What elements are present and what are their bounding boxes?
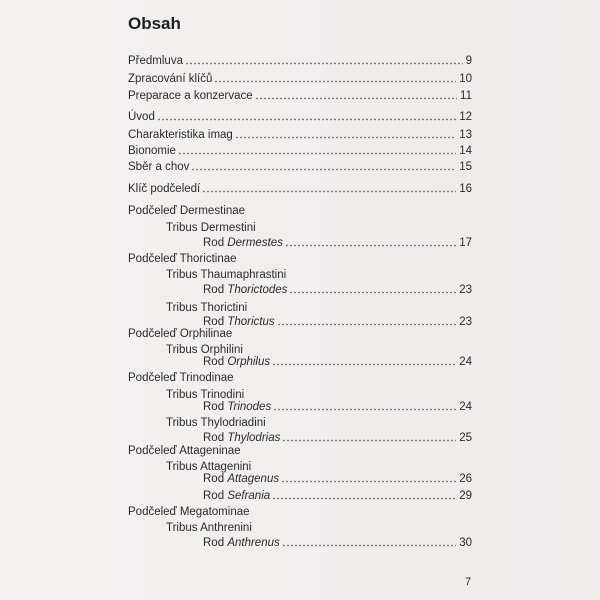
toc-entry-genus: Thorictus — [227, 316, 275, 328]
toc-entry-genus: Orphilus — [227, 356, 271, 368]
toc-entry — [128, 87, 472, 103]
dot-leader — [214, 80, 456, 83]
toc-entry — [166, 519, 472, 535]
toc-entry-label: Rod Orphilus — [203, 356, 271, 368]
toc-entry — [166, 414, 472, 430]
toc-entry-page: 29 — [459, 490, 472, 502]
toc-entry — [128, 503, 472, 519]
toc-entry — [128, 108, 472, 124]
toc-entry-label: Tribus Thaumaphrastini — [166, 269, 287, 281]
toc-entry — [203, 470, 472, 486]
toc-entry-page: 12 — [459, 111, 472, 123]
toc-entry — [128, 52, 472, 68]
toc-entry-label: Rod Trinodes — [203, 401, 272, 413]
toc-entry-label: Bionomie — [128, 145, 176, 157]
toc-entry — [128, 70, 472, 86]
dot-leader — [178, 152, 456, 155]
toc-entry-label: Předmluva — [128, 55, 183, 67]
toc-entry-label: Tribus Orphilini — [166, 344, 243, 356]
toc-entry-page: 13 — [459, 129, 472, 141]
toc-entry-label: Podčeleď Orphilinae — [128, 328, 233, 340]
toc-entry-page: 23 — [459, 316, 472, 328]
toc-entry-label: Tribus Thylodriadini — [166, 417, 266, 429]
dot-leader — [289, 291, 456, 294]
toc-entry — [128, 369, 472, 385]
dot-leader — [272, 497, 456, 500]
toc-entry-genus: Dermestes — [227, 237, 283, 249]
dot-leader — [255, 97, 457, 100]
toc-entry-label: Sběr a chov — [128, 161, 190, 173]
toc-entry-label: Podčeleď Dermestinae — [128, 205, 246, 217]
dot-leader — [157, 118, 456, 121]
toc-entry-genus: Thylodrias — [227, 432, 281, 444]
toc-entry-page: 16 — [459, 183, 472, 195]
toc-entry — [203, 398, 472, 414]
toc-entry-label: Podčeleď Attageninae — [128, 445, 241, 457]
toc-entry — [128, 442, 472, 458]
toc-entry-page: 24 — [459, 401, 472, 413]
toc-entry-page: 24 — [459, 356, 472, 368]
toc-entry-label: Tribus Dermestini — [166, 222, 256, 234]
toc-entry-label: Podčeleď Megatominae — [128, 506, 250, 518]
toc-entry-label: Klíč podčeledí — [128, 183, 201, 195]
dot-leader — [285, 244, 456, 247]
dot-leader — [281, 480, 456, 483]
toc-entry — [128, 325, 472, 341]
toc-entry — [203, 281, 472, 297]
toc-entry-page: 26 — [459, 473, 472, 485]
toc-entry-page: 9 — [465, 55, 472, 67]
toc-entry-page: 25 — [459, 432, 472, 444]
toc-entry-page: 15 — [459, 161, 472, 173]
toc-entry-label: Úvod — [128, 111, 155, 123]
dot-leader — [272, 363, 456, 366]
toc-entry-label: Tribus Thorictini — [166, 302, 248, 314]
toc-entry — [166, 266, 472, 282]
toc-entry-page: 17 — [459, 237, 472, 249]
toc-entry-label: Tribus Anthrenini — [166, 522, 252, 534]
toc-entry-page: 30 — [459, 537, 472, 549]
page-title: Obsah — [128, 14, 181, 33]
toc-entry-page: 11 — [460, 90, 472, 102]
toc-entry — [203, 534, 472, 550]
toc-entry-genus: Thorictodes — [227, 284, 288, 296]
toc-entry-label: Rod Thorictus — [203, 316, 275, 328]
dot-leader — [235, 136, 456, 139]
toc-entry-label: Rod Sefrania — [203, 490, 271, 502]
toc-entry-label: Rod Attagenus — [203, 473, 280, 485]
toc-entry — [128, 126, 472, 142]
toc-entry — [128, 202, 472, 218]
toc-entry-page: 14 — [459, 145, 472, 157]
toc-entry-genus: Trinodes — [227, 401, 272, 413]
dot-leader — [273, 408, 456, 411]
toc-entry-label: Rod Anthrenus — [203, 537, 280, 549]
toc-entry-label: Tribus Trinodini — [166, 389, 245, 401]
toc-entry-label: Zpracování klíčů — [128, 73, 213, 85]
toc-entry-page: 23 — [459, 284, 472, 296]
toc-entry — [166, 219, 472, 235]
dot-leader — [202, 190, 456, 193]
dot-leader — [191, 168, 456, 171]
toc-entry — [203, 487, 472, 503]
toc-entry-label: Rod Dermestes — [203, 237, 283, 249]
toc-entry — [128, 142, 472, 158]
toc-entry — [128, 250, 472, 266]
toc-entry-label: Podčeleď Trinodinae — [128, 372, 234, 384]
toc-entry — [203, 353, 472, 369]
toc-entry-genus: Attagenus — [227, 473, 280, 485]
toc-entry-label: Rod Thorictodes — [203, 284, 288, 296]
toc-entry — [128, 158, 472, 174]
dot-leader — [185, 62, 463, 65]
toc-entry — [203, 234, 472, 250]
toc-entry — [128, 180, 472, 196]
toc-entry-label: Rod Thylodrias — [203, 432, 281, 444]
page-number: 7 — [465, 576, 472, 588]
toc-entry-label: Podčeleď Thorictinae — [128, 253, 237, 265]
toc-entry-label: Charakteristika imag — [128, 129, 233, 141]
toc-entry-label: Preparace a konzervace — [128, 90, 253, 102]
toc-entry-label: Tribus Attagenini — [166, 461, 252, 473]
toc-entry-genus: Sefrania — [227, 490, 271, 502]
dot-leader — [282, 544, 456, 547]
toc-entry-page: 10 — [459, 73, 472, 85]
toc-entry-genus: Anthrenus — [227, 537, 280, 549]
